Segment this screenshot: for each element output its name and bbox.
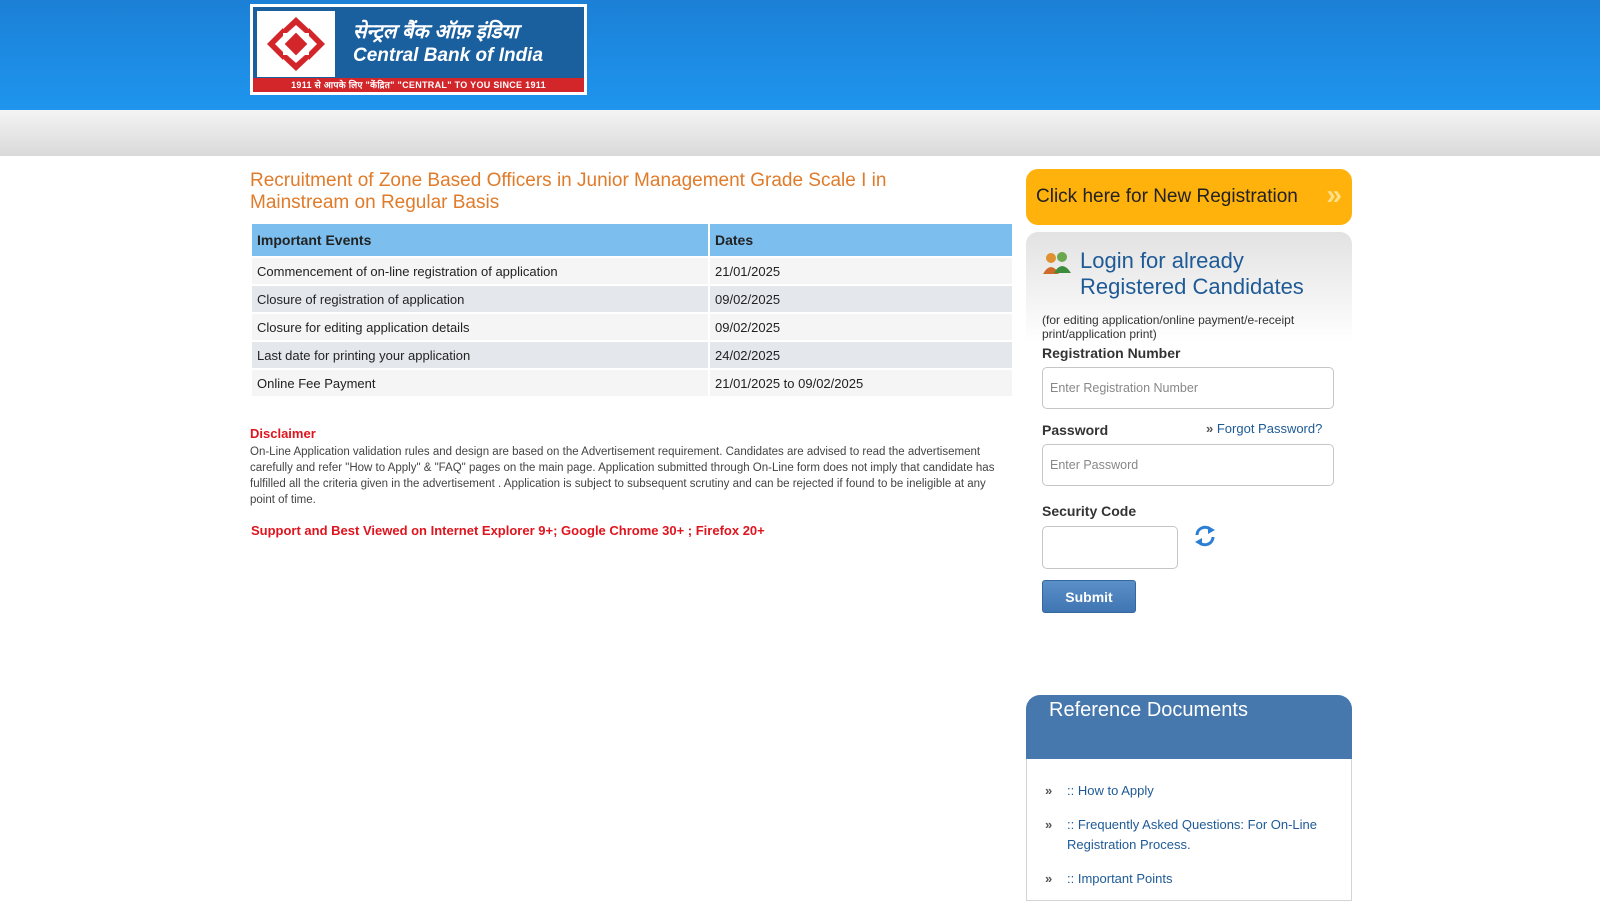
logo-tagline: 1911 से आपके लिए "केंद्रित" "CENTRAL" TO YOU SINCE 1911	[253, 78, 584, 92]
reference-link-text: :: Important Points	[1067, 871, 1173, 886]
table-row	[252, 286, 1012, 312]
double-chevron-right-icon: »	[1206, 421, 1214, 436]
refresh-captcha-icon[interactable]	[1193, 524, 1217, 548]
event-cell: Online Fee Payment	[252, 370, 708, 396]
event-cell: Closure for editing application details	[252, 314, 708, 340]
browser-support-note: Support and Best Viewed on Internet Explorer 9+; Google Chrome 30+ ; Firefox 20+	[251, 523, 765, 538]
site-header	[0, 0, 1600, 110]
table-row	[252, 314, 1012, 340]
important-events-table	[250, 222, 1014, 398]
submit-button[interactable]: Submit	[1042, 580, 1136, 613]
event-cell: Last date for printing your application	[252, 342, 708, 368]
users-icon	[1042, 250, 1072, 276]
security-code-input[interactable]	[1042, 526, 1178, 569]
disclaimer-text: On-Line Application validation rules and design are based on the Advertisement requirement. Candidates are advised to read the advertisement carefully and refer "How to Apply" & "FAQ" pages on the main page. Application submitted through On-Line form does not imply that candidate has fulfilled all the criteria given in the advertisement . Application is subject to subsequent scrutiny and can be rejected if found to be ineligible at any point of time.	[250, 446, 995, 506]
password-label: Password	[1042, 422, 1109, 438]
forgot-password-text: Forgot Password?	[1216, 421, 1323, 436]
double-chevron-right-icon: »	[1326, 179, 1342, 210]
double-chevron-right-icon: »	[1045, 871, 1053, 886]
date-cell: 21/01/2025 to 09/02/2025	[710, 370, 1012, 396]
login-heading: Login for already Registered Candidates	[1080, 248, 1304, 299]
password-input[interactable]	[1042, 444, 1334, 486]
date-cell: 09/02/2025	[710, 314, 1012, 340]
reference-link-text: :: Frequently Asked Questions: For On-Line Registration Process.	[1067, 817, 1318, 852]
logo-hindi-text: सेन्ट्रल बैंक ऑफ़ इंडिया	[353, 21, 519, 43]
table-header-row	[252, 224, 1012, 256]
nav-bar	[0, 110, 1600, 156]
login-note: (for editing application/online payment/e-receipt print/application print)	[1042, 313, 1295, 341]
column-header: Dates	[710, 224, 1012, 256]
column-header: Important Events	[252, 224, 708, 256]
date-cell: 09/02/2025	[710, 286, 1012, 312]
registration-number-label: Registration Number	[1042, 345, 1181, 361]
forgot-password-link[interactable]	[1206, 421, 1322, 436]
reference-documents-list	[1026, 759, 1352, 901]
bank-emblem-icon	[257, 11, 335, 77]
double-chevron-right-icon: »	[1045, 817, 1053, 832]
event-cell: Commencement of on-line registration of application	[252, 258, 708, 284]
bank-logo[interactable]	[250, 4, 587, 95]
date-cell: 24/02/2025	[710, 342, 1012, 368]
page-title: Recruitment of Zone Based Officers in Junior Management Grade Scale I in Mainstream on Regular Basis	[250, 170, 887, 213]
registration-number-input[interactable]	[1042, 367, 1334, 409]
reference-link-text: :: How to Apply	[1067, 783, 1154, 798]
table-row	[252, 370, 1012, 396]
logo-english-text: Central Bank of India	[353, 45, 544, 66]
date-cell: 21/01/2025	[710, 258, 1012, 284]
table-row	[252, 342, 1012, 368]
reference-documents-title: Reference Documents	[1049, 699, 1248, 721]
event-cell: Closure of registration of application	[252, 286, 708, 312]
new-registration-label: Click here for New Registration	[1036, 186, 1298, 207]
double-chevron-right-icon: »	[1045, 783, 1053, 798]
disclaimer-heading: Disclaimer	[250, 426, 316, 441]
reference-documents-header	[1026, 695, 1352, 759]
table-row	[252, 258, 1012, 284]
security-code-label: Security Code	[1042, 503, 1137, 519]
new-registration-button[interactable]	[1026, 169, 1352, 225]
